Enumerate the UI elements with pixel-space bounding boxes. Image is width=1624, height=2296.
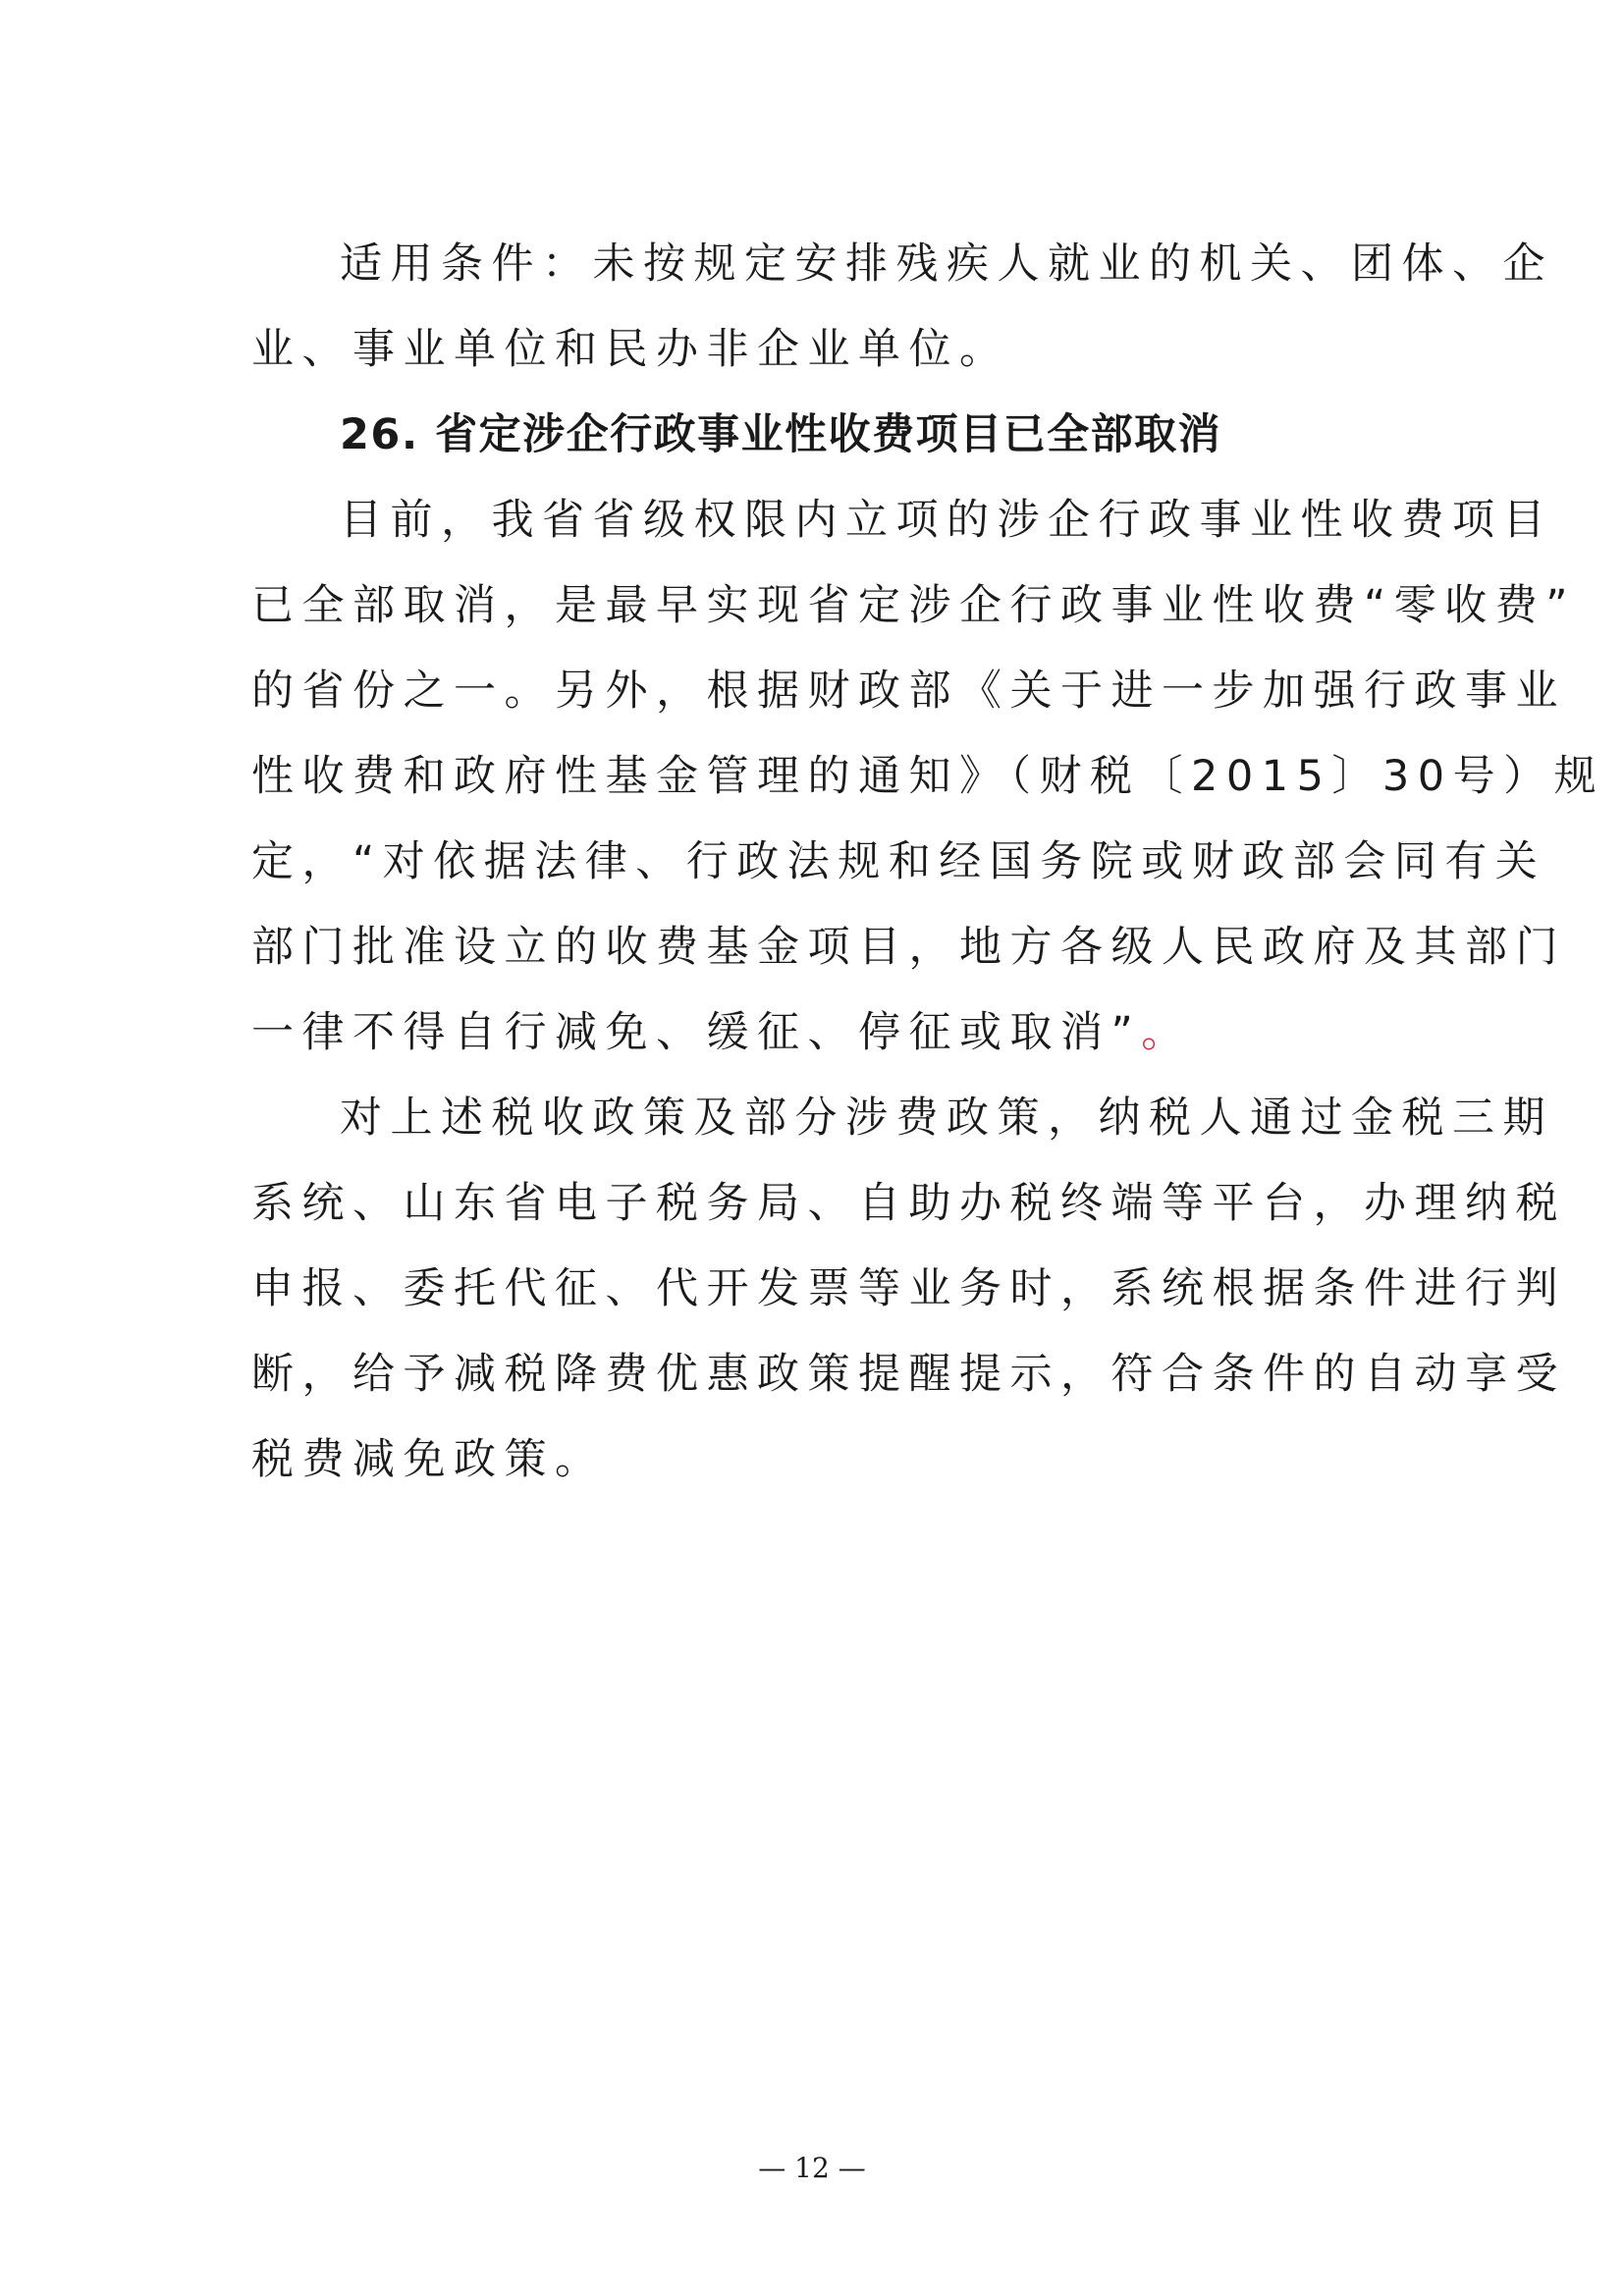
paragraph-line: 税费减免政策。 [251, 1435, 606, 1484]
paragraph-line: 适用条件：未按规定安排残疾人就业的机关、团体、企 [340, 240, 1553, 289]
red-period-mark: 。 [1141, 1008, 1192, 1057]
paragraph-line-text: 一律不得自行减免、缓征、停征或取消” [251, 1008, 1142, 1057]
paragraph-line: 部门批准设立的收费基金项目，地方各级人民政府及其部门 [251, 923, 1566, 972]
paragraph-line-last [251, 990, 1390, 1076]
fee-cancellation-paragraph [251, 478, 1605, 1076]
paragraph-line: 已全部取消，是最早实现省定涉企行政事业性收费“零收费” [251, 581, 1577, 630]
section-heading: 26. 省定涉企行政事业性收费项目已全部取消 [340, 410, 1222, 459]
applicability-paragraph [251, 222, 1553, 393]
platform-paragraph [251, 1076, 1566, 1503]
page-number: — 12 — [758, 2152, 866, 2184]
paragraph-line: 系统、山东省电子税务局、自助办税终端等平台，办理纳税 [251, 1179, 1566, 1228]
paragraph-line: 断，给予减税降费优惠政策提醒提示，符合条件的自动享受 [251, 1350, 1566, 1399]
paragraph-line: 业、事业单位和民办非企业单位。 [251, 325, 1010, 374]
paragraph-line: 目前，我省省级权限内立项的涉企行政事业性收费项目 [340, 496, 1553, 545]
paragraph-line: 对上述税收政策及部分涉费政策，纳税人通过金税三期 [340, 1094, 1553, 1143]
paragraph-line: 性收费和政府性基金管理的通知》（财税〔2015〕30号）规 [251, 752, 1605, 801]
document-body [251, 222, 1605, 1503]
paragraph-line: 定，“对依据法律、行政法规和经国务院或财政部会同有关 [251, 837, 1546, 886]
paragraph-line: 申报、委托代征、代开发票等业务时，系统根据条件进行判 [251, 1264, 1566, 1313]
paragraph-line: 的省份之一。另外，根据财政部《关于进一步加强行政事业 [251, 667, 1566, 716]
